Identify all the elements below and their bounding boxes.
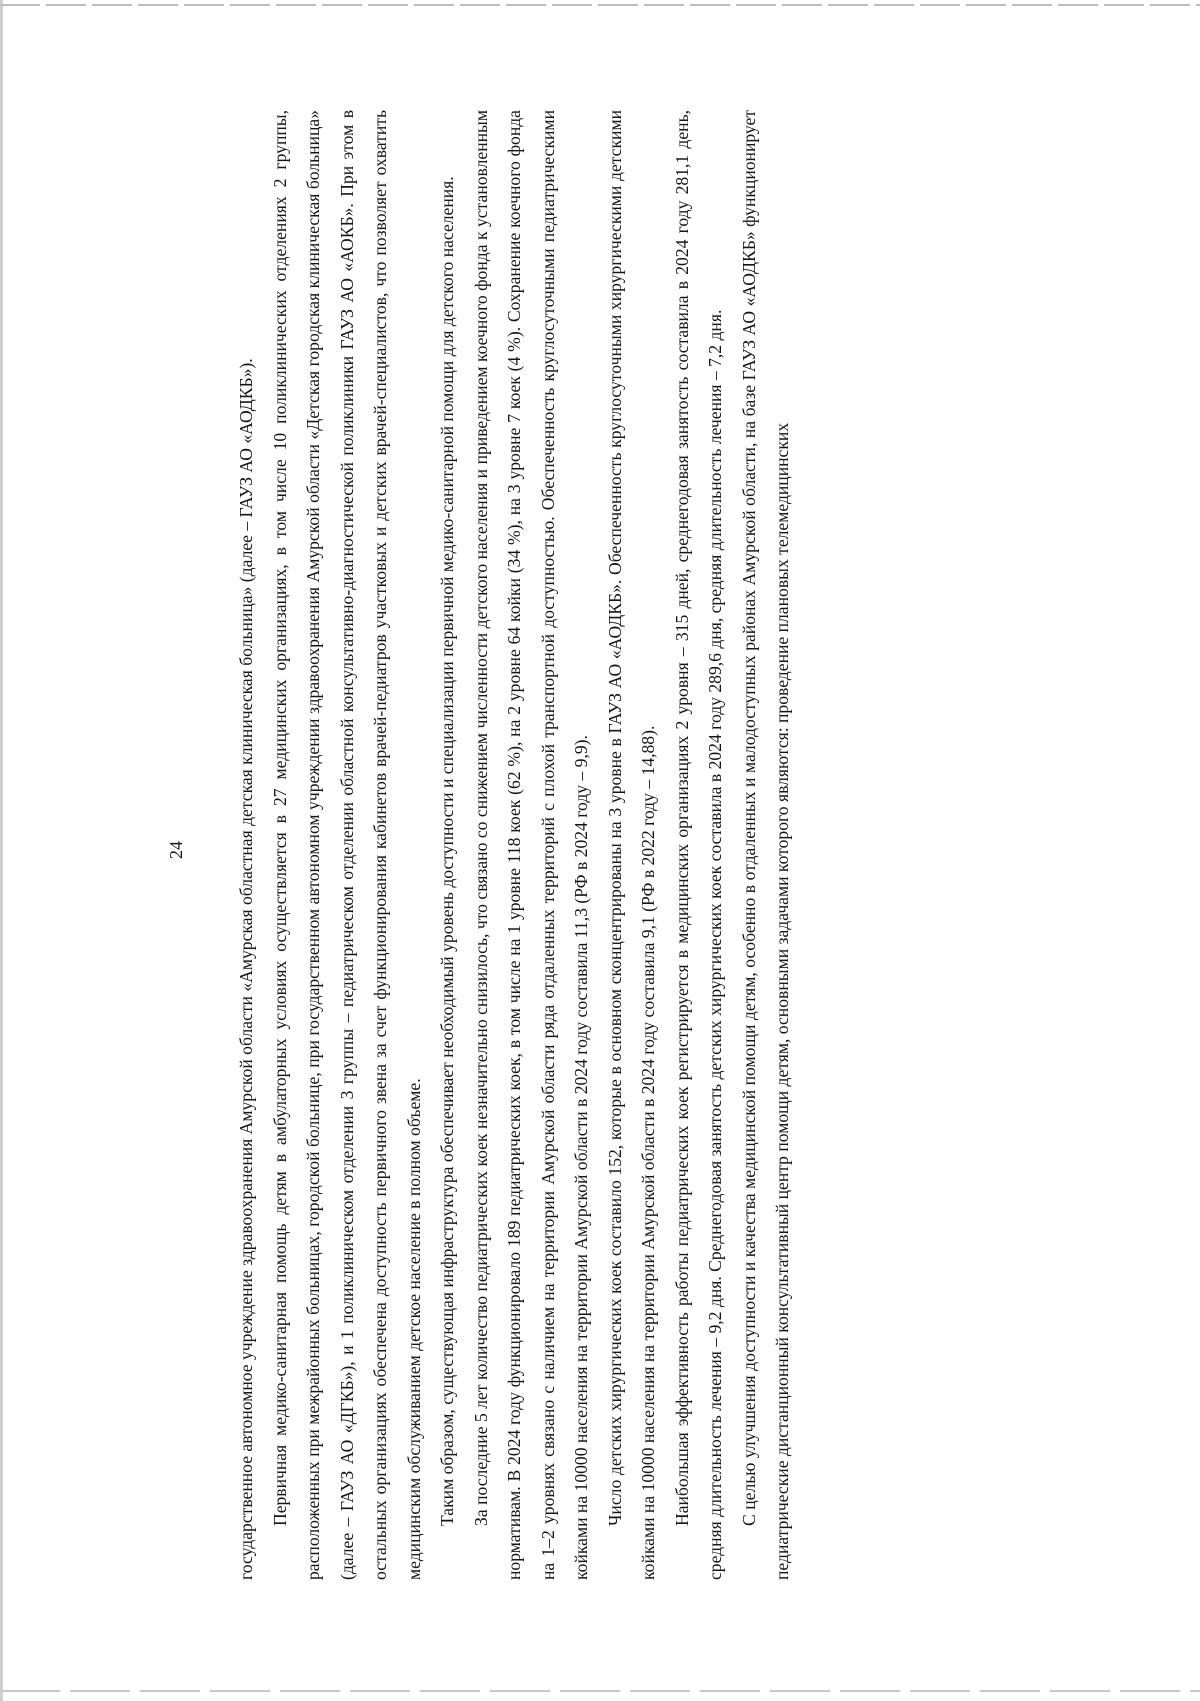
paragraph-4: За последние 5 лет количество педиатрических коек незначительно снизилось, что связано со снижением численности детского населения и приведением коечного фонда к установленным нормативам. В 2024 году функционировало 189 педиатрических коек, в том числе на 1 уровне 118 коек (62 %), на 2 уровне 64 койки (34 %), на 3 уровне 7 коек (4 %). Сохранение коечного фонда на 1–2 уровнях связано с наличием на территории Амурской области ряда отдаленных территорий с плохой транспортной доступностью. Обеспеченность круглосуточными педиатрическими койками на 10000 населения на территории Амурской области в 2024 году составила 11,3 (РФ в 2024 году – 9,9).: [470, 110, 591, 1580]
paragraph-3: Таким образом, существующая инфраструктура обеспечивает необходимый уровень доступности и специализации первичной медико-санитарной помощи для детского населения.: [437, 176, 457, 1526]
scan-edge-left: [0, 0, 3, 1701]
paragraph-5: Число детских хирургических коек составило 152, которые в основном сконцентрированы на 3 уровне в ГАУЗ АО «АОДКБ». Обеспеченность круглосуточными хирургическими детскими койками на 10000 населения на территории Амурской области в 2024 году составила 9,1 (РФ в 2022 году – 14,88).: [604, 110, 658, 1580]
scan-edge-top: [0, 4, 1200, 6]
rotated-document-page: [165, 80, 1045, 1620]
paragraph-6: Наибольшая эффективность работы педиатрических коек регистрируется в медицинских организациях 2 уровня – 315 дней, среднегодовая занятость составила в 2024 году 281,1 день, средняя длительность лечения – 9,2 дня. Среднегодовая занятость детских хирургических коек составила в 2024 году 289,6 дня, средняя длительность лечения – 7,2 дня.: [671, 110, 725, 1580]
scan-edge-bottom: [0, 1690, 1200, 1692]
document-body: [230, 110, 800, 1580]
paragraph-1: государственное автономное учреждение здравоохранения Амурской области «Амурская областная детская клиническая больница» (далее – ГАУЗ АО «АОДКБ»).: [236, 358, 256, 1580]
paragraph-7: С целью улучшения доступности и качества медицинской помощи детям, особенно в отдаленных и малодоступных районах Амурской области, на базе ГАУЗ АО «АОДКБ» функционирует педиатрические дистанционный консультативный центр помощи детям, основными задачами которого являются: проведение плановых телемедицинских: [738, 110, 792, 1580]
paragraph-2: Первичная медико-санитарная помощь детям в амбулаторных условиях осуществляется в 27 медицинских организациях, в том числе 10 поликлинических отделениях 2 группы, расположенных при межрайонных больницах, городской больнице, при государственном автономном учреждении здравоохранения Амурской области «Детская городская клиническая больница» (далее – ГАУЗ АО «ДГКБ»), и 1 поликлиническом отделении 3 группы – педиатрическом отделении областной консультативно-диагностической поликлиники ГАУЗ АО «АОКБ». При этом в остальных организациях обеспечена доступность первичного звена за счет функционирования кабинетов врачей-педиатров участковых и детских врачей-специалистов, что позволяет охватить медицинским обслуживанием детское население в полном объеме.: [269, 110, 424, 1580]
page-number: 24: [166, 841, 186, 859]
